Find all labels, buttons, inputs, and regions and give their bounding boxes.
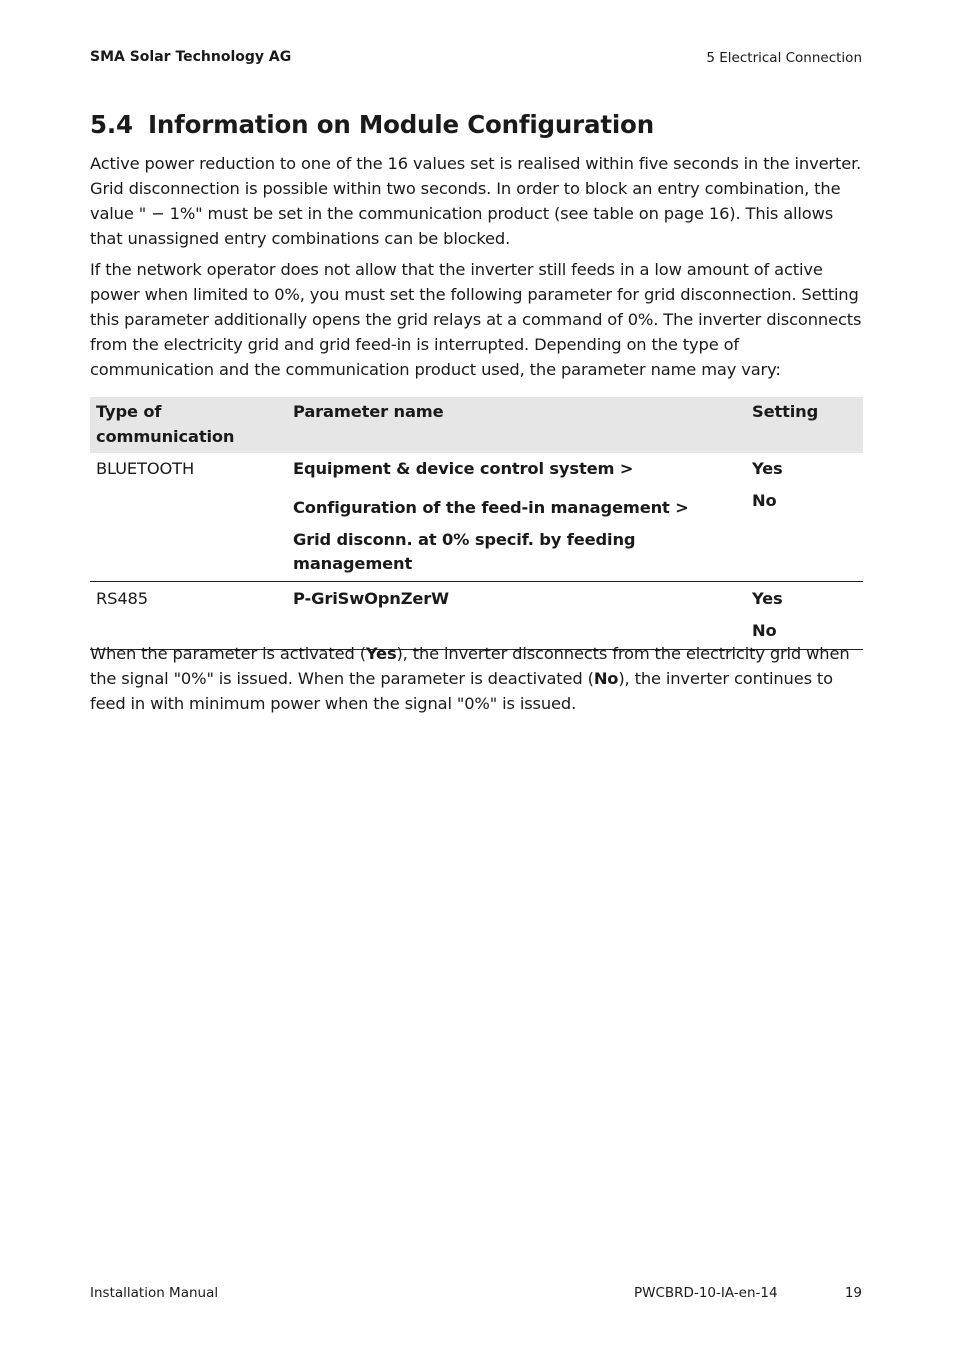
text-run: When the parameter is activated ( (90, 644, 366, 663)
footer-page-number: 19 (844, 1285, 862, 1301)
cell-param-name: Grid disconn. at 0% specif. by feeding management (293, 530, 636, 573)
cell-setting-yes: Yes (752, 459, 783, 478)
text-run: ), the inverter continues to feed in with minimum power when the signal "0%" is issued. (90, 669, 833, 713)
section-title: Information on Module Configuration (148, 110, 654, 139)
text-run-bold: No (593, 669, 619, 688)
cell-param-path: Equipment & device control system > (293, 459, 634, 478)
cell-type: BLUETOOTH (96, 459, 195, 478)
cell-param-path: Configuration of the feed-in management > (293, 498, 689, 517)
text-run: ), the inverter disconnects from the electricity grid when the signal "0%" is issued. When the parameter is deactivated ( (90, 644, 850, 688)
paragraph-text: Active power reduction to one of the 16 values set is realised within five seconds in the inverter. Grid disconnection is possible within two seconds. In order to block an entry combination, the value " − 1%" must be set in the communication product (see table on page 16). This allows that unassigned entry combinations can be blocked. (90, 154, 862, 248)
paragraph-text (90, 641, 864, 716)
footer-doc-code: PWCBRD-10-IA-en-14 (634, 1285, 778, 1301)
header-parameter: Parameter name (287, 397, 746, 453)
paragraph-intro (90, 151, 864, 251)
section-number: 5.4 (90, 110, 133, 139)
cell-type: RS485 (96, 589, 148, 608)
header-setting: Setting (746, 397, 863, 453)
text-run-bold: Yes (365, 644, 397, 663)
parameter-table (90, 397, 863, 650)
header-section: 5 Electrical Connection (706, 50, 862, 66)
table-row (90, 453, 863, 582)
table-row (90, 582, 863, 650)
header-type: Type of communication (90, 397, 287, 453)
table-header-row (90, 397, 863, 453)
section-heading (90, 110, 654, 139)
cell-setting-no: No (752, 621, 777, 640)
cell-param-name: P-GriSwOpnZerW (293, 589, 449, 608)
cell-setting-yes: Yes (752, 589, 783, 608)
paragraph-network-operator (90, 257, 864, 382)
paragraph-text: If the network operator does not allow that the inverter still feeds in a low amount of active power when limited to 0%, you must set the following parameter for grid disconnection. Setting this parameter additionally opens the grid relays at a command of 0%. The inverter disconnects from the electricity grid and grid feed-in is interrupted. Depending on the type of communication and the communication product used, the parameter name may vary: (90, 260, 862, 379)
header-company: SMA Solar Technology AG (90, 49, 292, 65)
cell-setting-no: No (752, 491, 777, 510)
paragraph-parameter-effect (90, 641, 864, 716)
footer-doc-type: Installation Manual (90, 1285, 219, 1301)
